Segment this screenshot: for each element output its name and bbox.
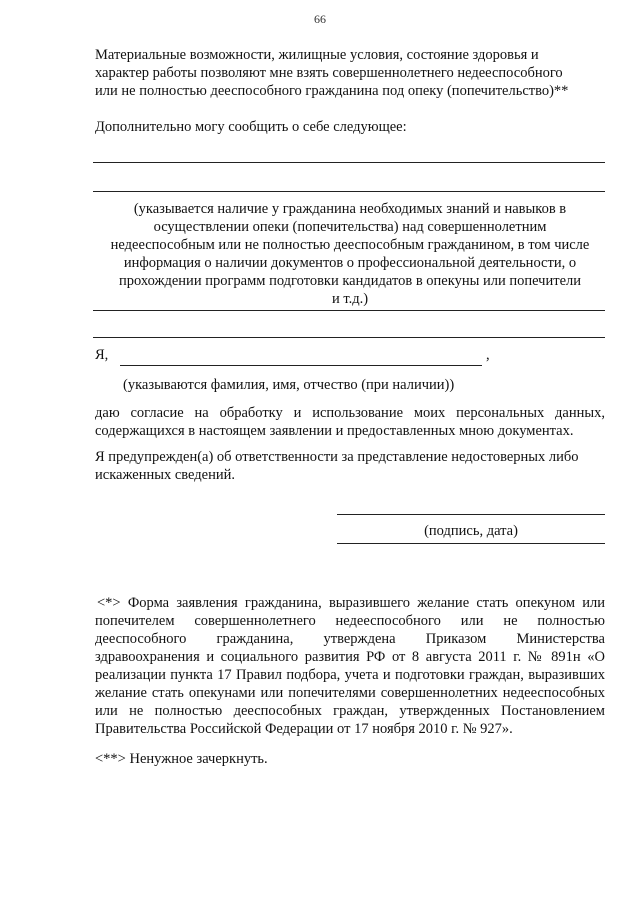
capacity-line: характер работы позволяют мне взять совершеннолетнего недееспособного (95, 65, 563, 81)
additional-info-label: Дополнительно могу сообщить о себе следующее: (95, 119, 407, 135)
signature-line[interactable] (337, 514, 605, 515)
skills-note-line: недееспособным или не полностью дееспособным гражданином, в том числе (110, 237, 590, 253)
name-caption: (указываются фамилия, имя, отчество (при наличии)) (123, 377, 455, 393)
skills-note-line: прохождении программ подготовки кандидатов в опекуны или попечители (118, 273, 582, 289)
skills-note-line: (указывается наличие у гражданина необходимых знаний и навыков в (133, 201, 567, 217)
consent-pronoun: Я, (95, 347, 109, 363)
additional-info-line-1[interactable] (93, 162, 605, 163)
signature-bottom-line (337, 543, 605, 544)
consent-comma: , (486, 347, 490, 363)
additional-info-line-3[interactable] (93, 310, 605, 311)
full-name-line[interactable] (120, 365, 482, 366)
capacity-line: или не полностью дееспособного гражданина под опеку (попечительство)** (95, 83, 569, 99)
additional-info-line-4[interactable] (93, 337, 605, 338)
page-number: 66 (314, 12, 326, 26)
skills-note (95, 200, 605, 308)
skills-note-line: осуществлении опеки (попечительства) над совершеннолетним (153, 219, 547, 235)
warning-text: Я предупрежден(а) об ответственности за представление недостоверных либо искаженных сведений. (95, 449, 579, 483)
signature-caption: (подпись, дата) (424, 523, 518, 539)
capacity-line: Материальные возможности, жилищные условия, состояние здоровья и (95, 47, 539, 63)
skills-note-line: и т.д.) (331, 291, 369, 307)
footnote-2: <**> Ненужное зачеркнуть. (95, 751, 268, 767)
additional-info-line-2[interactable] (93, 191, 605, 192)
capacity-paragraph (95, 46, 605, 100)
consent-text: даю согласие на обработку и использование моих персональных данных, содержащихся в настоящем заявлении и предоставленных мною документах. (95, 405, 605, 439)
skills-note-line: информация о наличии документов о профессиональной деятельности, о (123, 255, 577, 271)
footnote-1: <*> Форма заявления гражданина, выразившего желание стать опекуном или попечителем совершеннолетнего недееспособного или не полностью дееспособного гражданина, утверждена Приказом Министерства здравоохранения и социального развития РФ от 8 августа 2011 г. № 891н «О реализации пункта 17 Правил подбора, учета и подготовки граждан, выразивших желание стать опекунами или попечителями совершеннолетних недееспособных или не полностью дееспособных граждан, утвержденных Постановлением Правительства Российской Федерации от 17 ноября 2010 г. № 927». (95, 595, 605, 737)
